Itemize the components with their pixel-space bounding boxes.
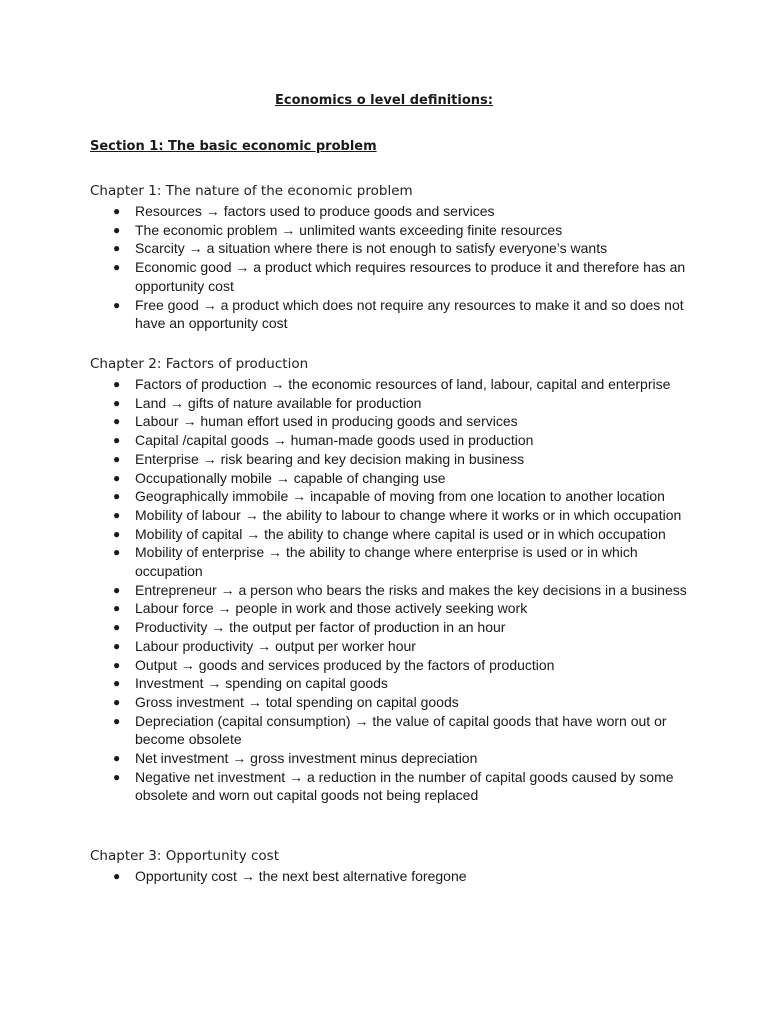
definition-item (90, 525, 690, 544)
definition-item (90, 693, 690, 712)
chapter-heading: Chapter 1: The nature of the economic problem (90, 183, 413, 199)
definition-text: Mobility of labour → the ability to labour to change where it works or in which occupation (135, 506, 682, 523)
bullet-icon: ● (113, 657, 121, 672)
definition-item (90, 768, 690, 805)
bullet-icon: ● (113, 601, 121, 616)
bullet-icon: ● (113, 620, 121, 635)
bullet-icon: ● (113, 433, 121, 448)
chapter-3 (90, 846, 690, 886)
bullet-icon: ● (113, 545, 121, 560)
definition-text: The economic problem → unlimited wants exceeding finite resources (135, 221, 563, 238)
definition-item (90, 506, 690, 525)
definition-list (90, 202, 690, 333)
definition-item (90, 637, 690, 656)
definition-item (90, 239, 690, 258)
definition-item (90, 581, 690, 600)
definition-text: Opportunity cost → the next best alternative foregone (135, 868, 467, 884)
definition-text: Occupationally mobile → capable of changing use (135, 469, 446, 486)
chapter-heading: Chapter 2: Factors of production (90, 356, 309, 372)
bullet-icon: ● (113, 222, 121, 237)
definition-text: Negative net investment → a reduction in the number of capital goods caused by some obsolete and worn out capital goods not being replaced (135, 768, 674, 804)
definition-text: Factors of production → the economic resources of land, labour, capital and enterprise (135, 376, 671, 392)
definition-text: Gross investment → total spending on capital goods (135, 693, 459, 710)
definition-list (90, 375, 690, 805)
bullet-icon: ● (113, 241, 121, 256)
definition-item (90, 431, 690, 450)
definition-text: Mobility of capital → the ability to change where capital is used or in which occupation (135, 525, 666, 542)
definition-list (90, 867, 690, 886)
bullet-icon: ● (113, 751, 121, 766)
definition-item (90, 394, 690, 413)
definition-item (90, 543, 690, 580)
bullet-icon: ● (113, 414, 121, 429)
definition-text: Enterprise → risk bearing and key decision making in business (135, 450, 525, 467)
bullet-icon: ● (113, 451, 121, 466)
definition-item (90, 487, 690, 506)
definition-text: Labour → human effort used in producing goods and services (135, 413, 518, 430)
definition-text: Labour force → people in work and those actively seeking work (135, 600, 528, 617)
definition-text: Free good → a product which does not require any resources to make it and so does not have an opportunity cost (135, 296, 684, 332)
definition-text: Depreciation (capital consumption) → the value of capital goods that have worn out or become obsolete (135, 712, 667, 748)
document-title: Economics o level definitions: (275, 93, 493, 108)
chapter-heading: Chapter 3: Opportunity cost (90, 848, 280, 864)
definition-text: Labour productivity → output per worker hour (135, 637, 416, 654)
definition-text: Output → goods and services produced by the factors of production (135, 656, 555, 673)
bullet-icon: ● (113, 507, 121, 522)
definition-item (90, 296, 690, 333)
definition-text: Economic good → a product which requires resources to produce it and therefore has an opportunity cost (135, 259, 686, 294)
bullet-icon: ● (113, 395, 121, 410)
bullet-icon: ● (113, 638, 121, 653)
bullet-icon: ● (113, 204, 121, 218)
bullet-icon: ● (113, 676, 121, 691)
bullet-icon: ● (113, 582, 121, 597)
definition-text: Mobility of enterprise → the ability to change where enterprise is used or in which occupation (135, 544, 638, 580)
definition-item (90, 450, 690, 469)
definition-text: Net investment → gross investment minus depreciation (135, 750, 478, 767)
chapter-1 (90, 181, 690, 333)
bullet-icon: ● (113, 470, 121, 485)
definition-item (90, 599, 690, 618)
definition-text: Productivity → the output per factor of production in an hour (135, 619, 506, 636)
definition-text: Entrepreneur → a person who bears the risks and makes the key decisions in a business (135, 581, 687, 598)
definition-item (90, 202, 690, 221)
definition-item (90, 412, 690, 431)
definition-item (90, 221, 690, 240)
definition-item (90, 712, 690, 749)
definition-item (90, 656, 690, 675)
definition-item (90, 867, 690, 886)
bullet-icon: ● (113, 260, 121, 275)
definition-item (90, 469, 690, 488)
definition-text: Capital /capital goods → human-made goods used in production (135, 432, 534, 449)
definition-item (90, 375, 690, 394)
definition-text: Geographically immobile → incapable of moving from one location to another location (135, 488, 665, 505)
chapter-2 (90, 354, 690, 805)
definition-item (90, 674, 690, 693)
bullet-icon: ● (113, 713, 121, 728)
definition-text: Scarcity → a situation where there is not enough to satisfy everyone’s wants (135, 240, 608, 257)
bullet-icon: ● (113, 869, 121, 883)
definition-item (90, 618, 690, 637)
bullet-icon: ● (113, 694, 121, 709)
section-heading: Section 1: The basic economic problem (90, 139, 377, 154)
definition-text: Investment → spending on capital goods (135, 675, 388, 692)
bullet-icon: ● (113, 297, 121, 312)
definition-item (90, 749, 690, 768)
bullet-icon: ● (113, 526, 121, 541)
bullet-icon: ● (113, 377, 121, 391)
bullet-icon: ● (113, 489, 121, 504)
definition-text: Resources → factors used to produce goods and services (135, 203, 495, 219)
definition-text: Land → gifts of nature available for production (135, 394, 422, 411)
bullet-icon: ● (113, 769, 121, 784)
definition-item (90, 258, 690, 295)
